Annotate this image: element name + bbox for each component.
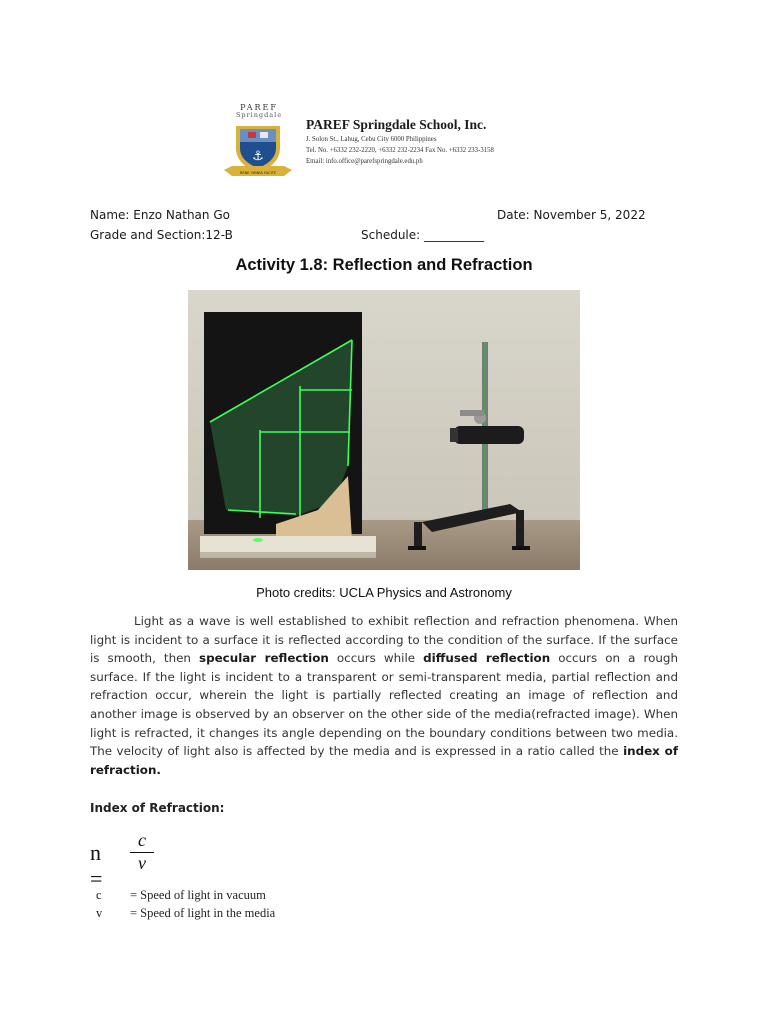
school-phone: Tel. No. +6332 232-2220, +6332 232-2234 Fax No. +6332 233-3158 bbox=[306, 147, 494, 154]
definition-v bbox=[96, 906, 275, 921]
definition-text: = Speed of light in the media bbox=[130, 906, 276, 920]
term-index-of-refraction: index of refraction. bbox=[90, 744, 678, 777]
svg-text:⚓: ⚓ bbox=[252, 149, 264, 164]
photo-caption: Photo credits: UCLA Physics and Astronomy bbox=[256, 585, 512, 600]
grade-section: Grade and Section:12-B bbox=[90, 228, 233, 242]
definition-c bbox=[96, 888, 266, 903]
activity-title: Activity 1.8: Reflection and Refraction bbox=[235, 256, 533, 274]
student-name: Name: Enzo Nathan Go bbox=[90, 208, 230, 222]
term-diffused-reflection: diffused reflection bbox=[423, 651, 551, 666]
formula-numerator: c bbox=[138, 830, 146, 850]
intro-paragraph: Light as a wave is well established to exhibit reflection and refraction phenomena. When light is incident to a surface it is reflected according to the condition of the surface. If the surface is smooth, then specular reflection occurs while diffused reflection occurs on a rough surface. If the light is incident to a transparent or semi-transparent media, partial reflection and refraction occur, wherein the light is partially reflected creating an image of reflection and another image is observed by an observer on the other side of the media(refracted image). When light is refracted, it changes its angle depending on the boundary conditions between two media. The velocity of light also is affected by the media and is expressed in a ratio called the index of refraction. bbox=[90, 614, 678, 777]
crest-heading bbox=[232, 103, 286, 119]
index-heading: Index of Refraction: bbox=[90, 801, 225, 815]
crest-ribbon-text: RENE OMNIA FACITE bbox=[239, 171, 277, 175]
crest-text-top: PAREF bbox=[240, 103, 278, 112]
definition-symbol: c bbox=[96, 888, 102, 902]
formula-lhs: n = bbox=[90, 840, 103, 891]
school-address: J. Solon St., Lahug, Cebu City 6000 Philippines bbox=[306, 136, 437, 143]
school-email: Email: info.office@parefspringdale.edu.ph bbox=[306, 158, 423, 165]
school-name: PAREF Springdale School, Inc. bbox=[306, 117, 487, 132]
term-specular-reflection: specular reflection bbox=[199, 651, 329, 666]
definition-symbol: v bbox=[96, 906, 103, 920]
school-info bbox=[306, 117, 494, 166]
definition-text: = Speed of light in vacuum bbox=[130, 888, 266, 902]
school-crest-logo bbox=[222, 122, 294, 182]
formula-denominator: v bbox=[138, 853, 146, 873]
activity-date: Date: November 5, 2022 bbox=[497, 208, 646, 222]
schedule: Schedule: __________ bbox=[361, 228, 484, 242]
crest-text-sub: Springdale bbox=[235, 111, 283, 119]
experiment-photo bbox=[188, 290, 580, 570]
